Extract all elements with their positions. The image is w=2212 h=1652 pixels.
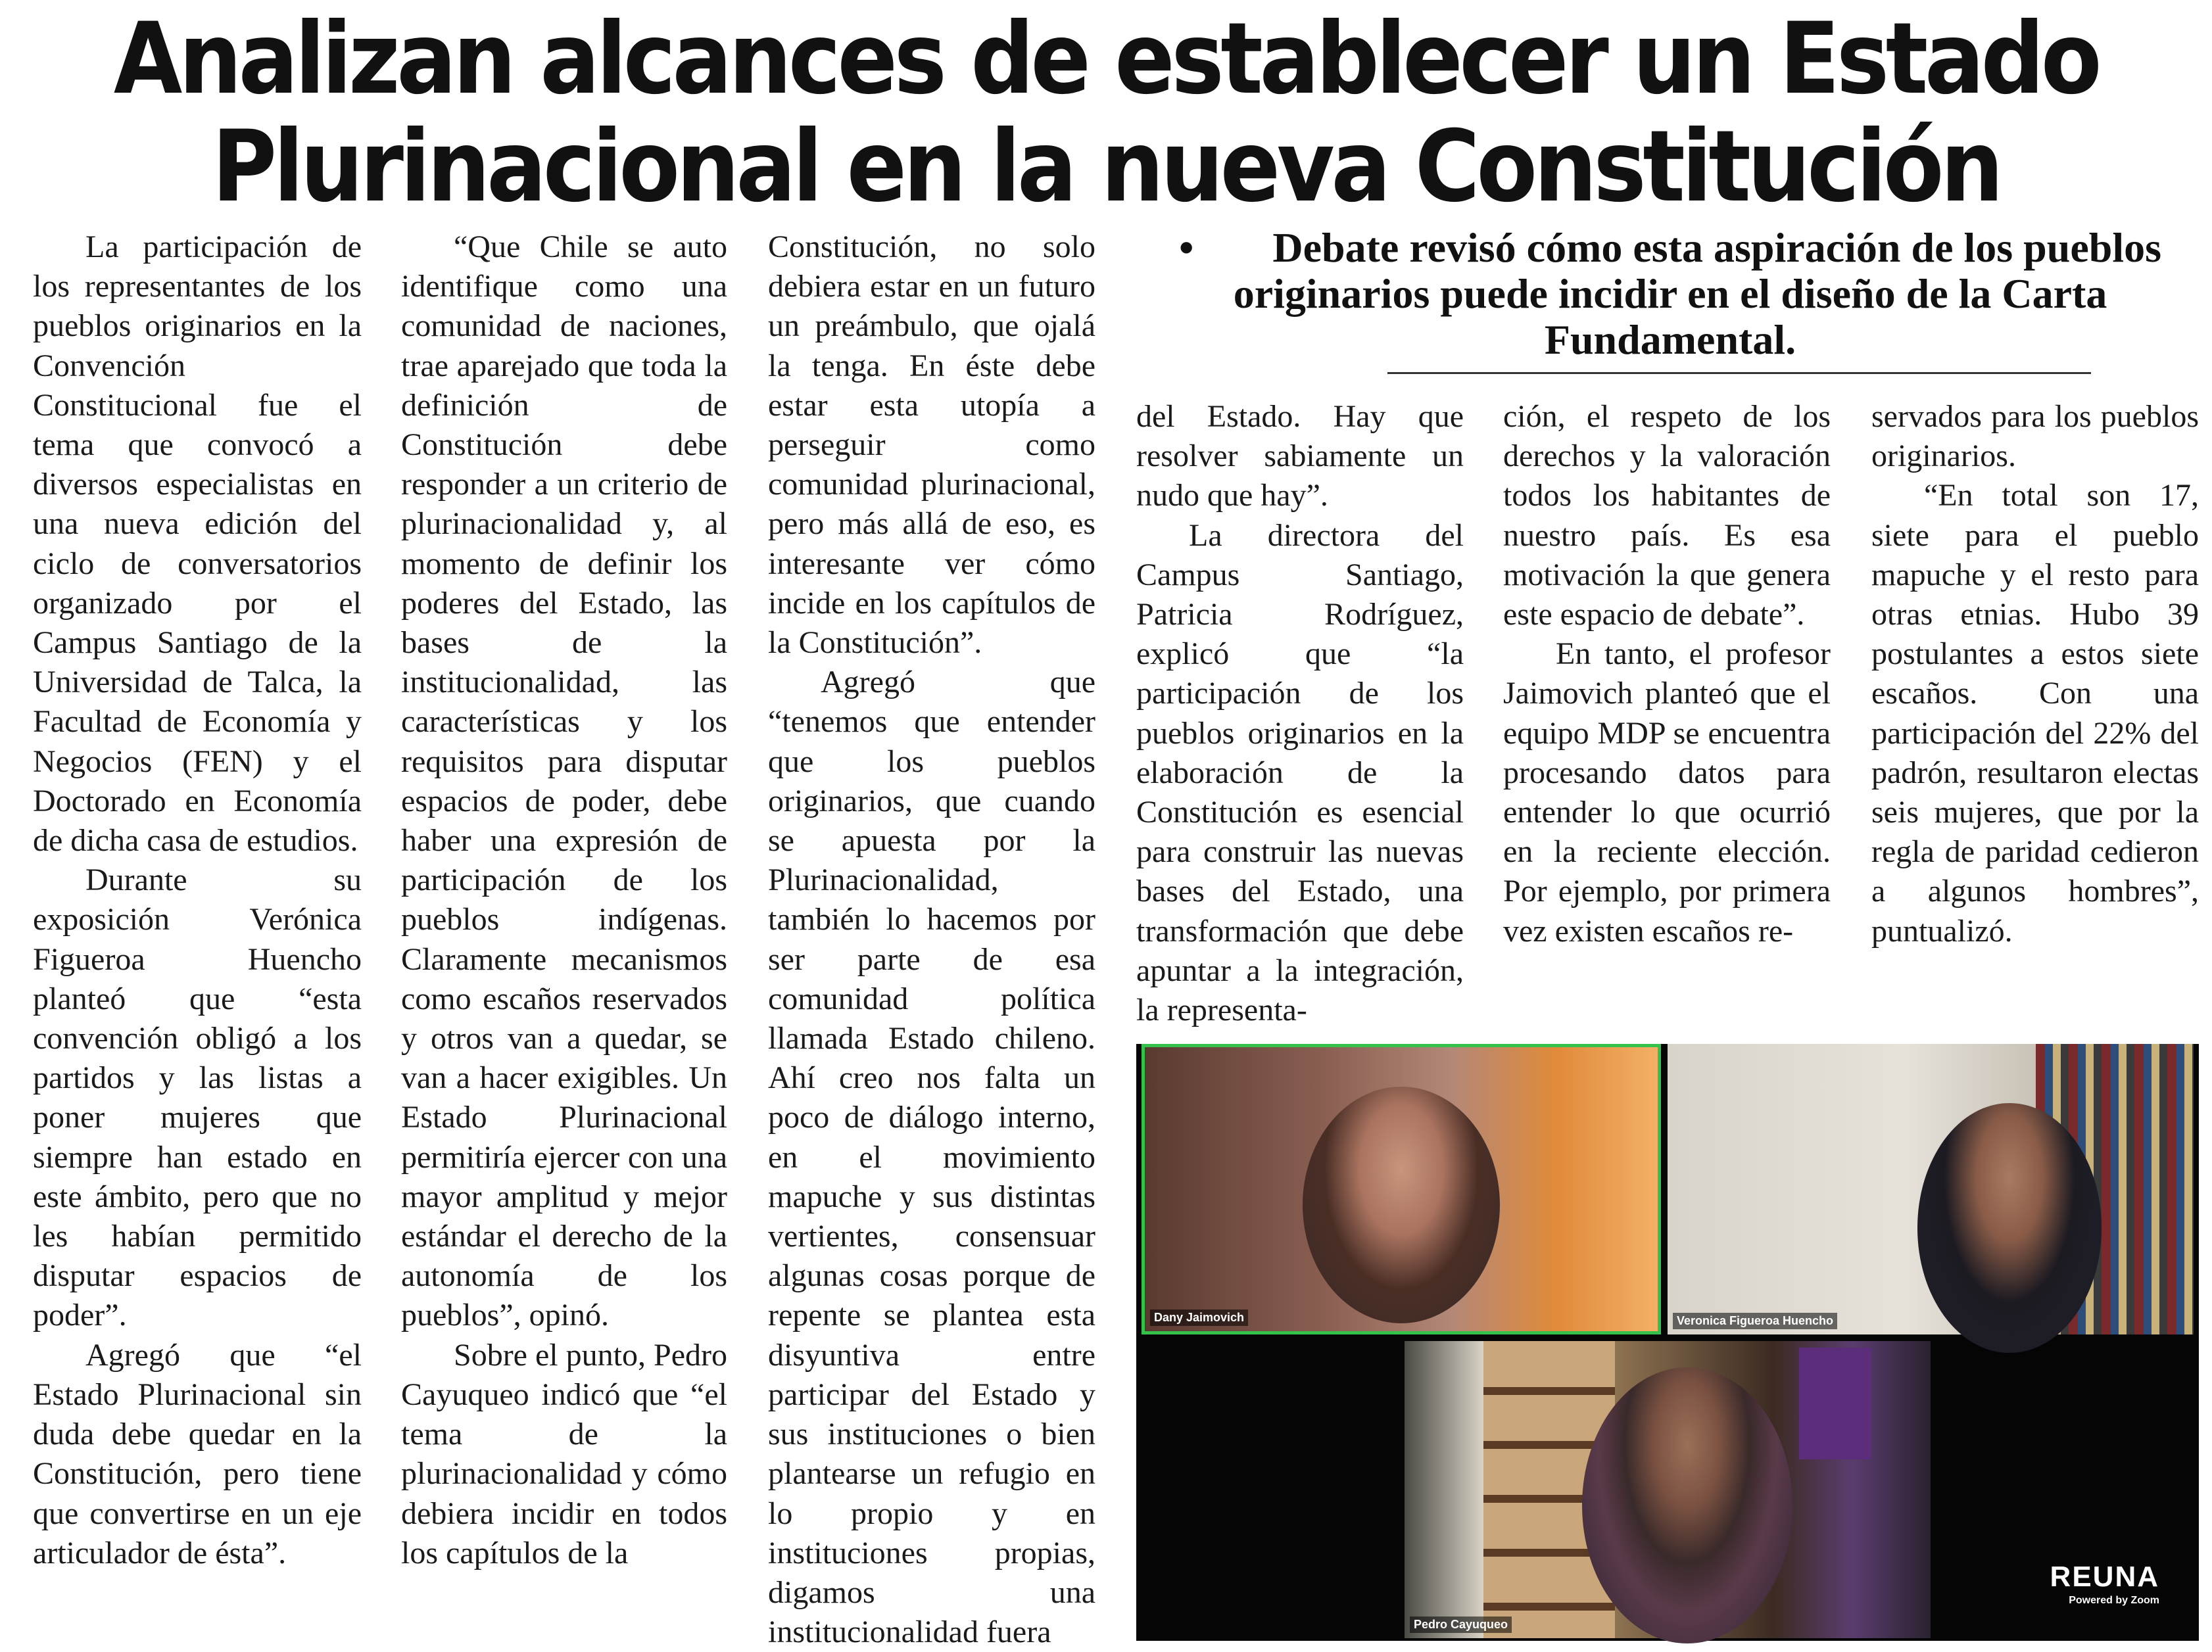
reuna-logo xyxy=(2050,1561,2159,1607)
brand-name: REUNA xyxy=(2050,1561,2159,1593)
article-column-1 xyxy=(33,227,362,1573)
wall-poster xyxy=(1799,1348,1871,1459)
participant-name: Pedro Cayuqueo xyxy=(1410,1617,1512,1633)
article-column-4 xyxy=(1136,397,1464,1030)
paragraph: “Que Chile se auto identifique como una comunidad de naciones, trae aparejado que toda la definición de Constitución debe responder a un criterio de plurinacionalidad y, al momento de definir los poderes del Estado, las bases de la institucionalidad, las características y los requisitos para disputar espacios de poder, debe haber una expresión de participación de los pueblos indígenas. Claramente mecanismos como escaños reservados y otros van a quedar, se van a hacer exigibles. Un Estado Plurinacional permitiría ejercer con una mayor amplitud y mejor estándar el derecho de la autonomía de los pueblos”, opinó. xyxy=(401,229,727,1333)
powered-by-zoom: Powered by Zoom xyxy=(2069,1595,2159,1606)
video-tile-dany xyxy=(1142,1044,1661,1334)
paragraph: La participación de los representantes de los pueblos originarios en la Convención Constitucional fue el tema que convocó a diversos especialistas en una nueva edición del ciclo de conversatorios organizado por el Campus Santiago de la Universidad de Talca, la Facultad de Economía y Negocios (FEN) y el Doctorado en Economía de dicha casa de estudios. xyxy=(33,229,362,859)
article-column-6 xyxy=(1871,397,2199,951)
zoom-meeting-photo xyxy=(1136,1044,2199,1641)
headline-line-2: Plurinacional en la nueva Constitución xyxy=(212,110,2000,224)
paragraph: La directora del Campus Santiago, Patricia Rodríguez, explicó que “la participación de los pueblos originarios en la elaboración de la Constitución es esencial para construir las nuevas bases del Estado, una transformación que debe apuntar a la integración, la representa- xyxy=(1136,517,1464,1028)
paragraph: En tanto, el profesor Jaimovich planteó que el equipo MDP se encuentra procesando datos para entender lo que ocurrió en la reciente elección. Por ejemplo, por primera vez existen escaños re- xyxy=(1503,636,1831,949)
participant-figure xyxy=(1582,1367,1792,1643)
paragraph: Durante su exposición Verónica Figueroa Huencho planteó que “esta convención obligó a los partidos y las listas a poner mujeres que siempre han estado en este ámbito, pero que no les habían permitido disputar espacios de poder”. xyxy=(33,862,362,1333)
article-column-5 xyxy=(1503,397,1831,951)
paragraph: Constitución, no solo debiera estar en un futuro un preámbulo, que ojalá la tenga. En éste debe estar esta utopía a perseguir como comunidad plurinacional, pero más allá de eso, es interesante ver cómo incide en los capítulos de la Constitución”. xyxy=(768,229,1095,661)
bullet-icon: • xyxy=(1178,224,1194,271)
paragraph: Sobre el punto, Pedro Cayuqueo indicó que “el tema de la plurinacionalidad y cómo debiera incidir en todos los capítulos de la xyxy=(401,1337,727,1570)
paragraph: del Estado. Hay que resolver sabiamente un nudo que hay”. xyxy=(1136,399,1464,513)
paragraph: Agregó que “tenemos que entender que los pueblos originarios, que cuando se apuesta por la Plurinacionalidad, también lo hacemos por ser parte de esa comunidad política llamada Estado chileno. Ahí creo nos falta un poco de diálogo interno, en el movimiento mapuche y sus distintas vertientes, consensuar algunas cosas porque de repente se plantea esta disyuntiva entre participar del Estado y sus instituciones o bien plantearse un refugio en lo propio y en instituciones propias, digamos una institucionalidad fuera xyxy=(768,665,1095,1650)
participant-figure xyxy=(1303,1087,1500,1323)
participant-name: Veronica Figueroa Huencho xyxy=(1673,1313,1837,1329)
paragraph: servados para los pueblos originarios. xyxy=(1871,399,2199,474)
paragraph: ción, el respeto de los derechos y la valoración todos los habitantes de nuestro país. Es esa motivación la que genera este espacio de debate”. xyxy=(1503,399,1831,632)
video-tile-pedro xyxy=(1405,1341,1931,1638)
article-column-3 xyxy=(768,227,1095,1652)
video-tile-veronica xyxy=(1668,1044,2194,1334)
headline-line-1: Analizan alcances de establecer un Estado xyxy=(113,2,2099,116)
participant-name: Dany Jaimovich xyxy=(1150,1310,1248,1326)
participant-figure xyxy=(1917,1103,2102,1353)
subheadline xyxy=(1144,225,2196,363)
divider xyxy=(1387,372,2091,374)
paragraph: “En total son 17, siete para el pueblo mapuche y el resto para otras etnias. Hubo 39 postulantes a estos siete escaños. Con una participación del 22% del padrón, resultaron electas seis mujeres, que por la regla de paridad cedieron a algunos hombres”, puntualizó. xyxy=(1871,478,2199,949)
paragraph: Agregó que “el Estado Plurinacional sin duda debe quedar en la Constitución, pero tiene que convertirse en un eje articulador de ésta”. xyxy=(33,1337,362,1570)
subheadline-text: Debate revisó cómo esta aspiración de los pueblos originarios puede incidir en el diseño de la Carta Fundamental. xyxy=(1233,224,2162,363)
article-column-2 xyxy=(401,227,727,1573)
